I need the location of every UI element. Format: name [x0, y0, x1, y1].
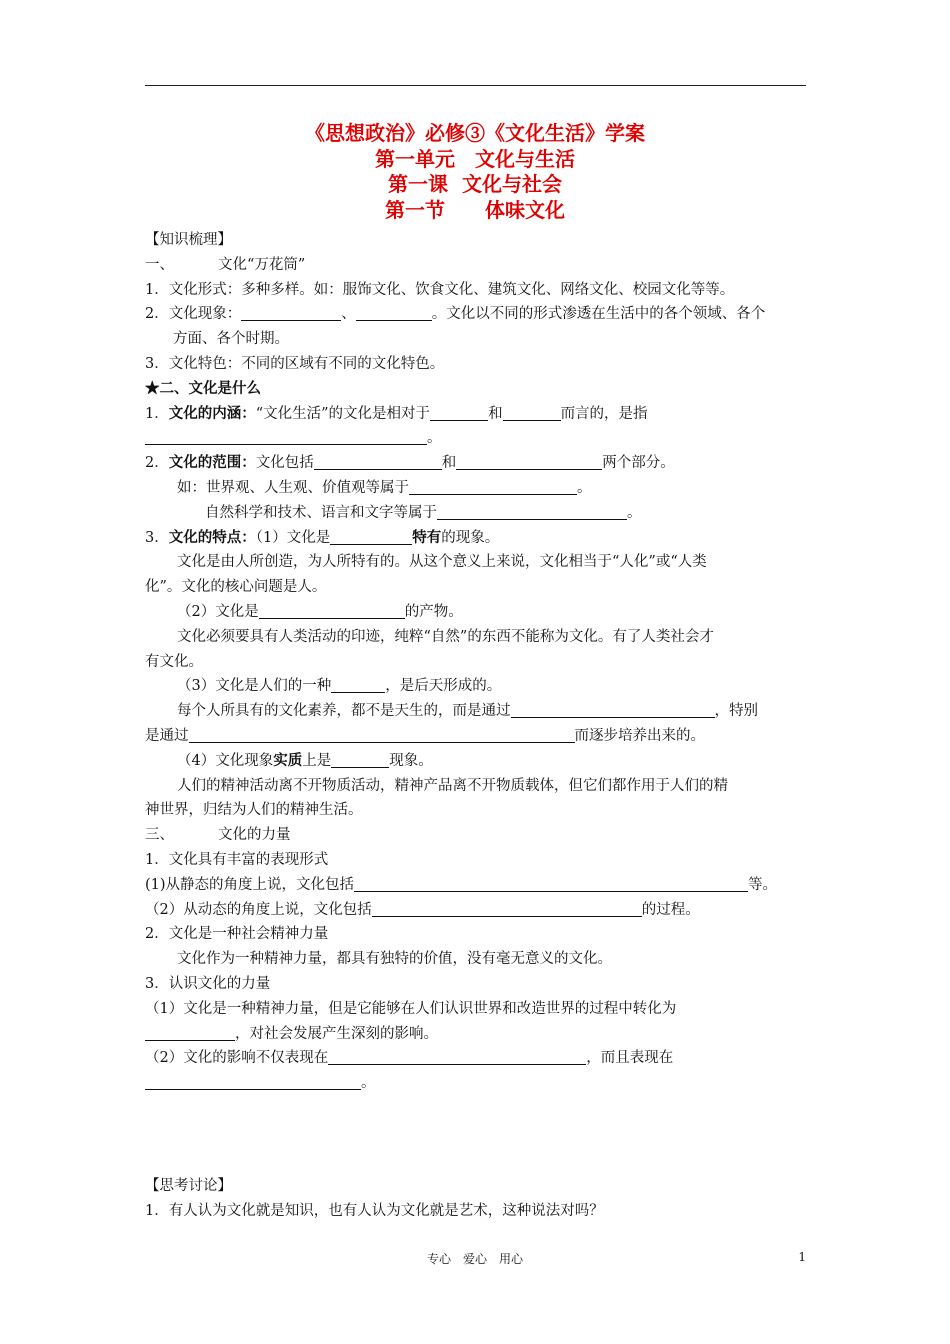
fill-blank[interactable] [430, 403, 488, 421]
part2-point3-4: （4）文化现象实质上是 现象。 [177, 751, 433, 769]
part3-sub1-1: (1)从静态的角度上说，文化包括 等。 [145, 873, 807, 898]
part3-sub1-2: （2）从动态的角度上说，文化包括 的过程。 [145, 898, 807, 923]
part3-sub1: 1．文化具有丰富的表现形式 [145, 851, 329, 868]
header-rule [145, 85, 806, 86]
fill-blank[interactable] [189, 725, 575, 743]
fill-blank[interactable] [503, 403, 561, 421]
part2-heading: ★二、文化是什么 [145, 379, 261, 397]
fill-blank[interactable] [409, 477, 577, 495]
part3-sub2-exp: 文化作为一种精神力量，都具有独特的价值，没有毫无意义的文化。 [177, 951, 612, 968]
part3-sub3-1-cont: ，对社会发展产生深刻的影响。 [145, 1022, 807, 1047]
part3-heading: 三、 文化的力量 [145, 827, 291, 844]
section-title: 第一节 体味文化 [385, 197, 565, 222]
fill-blank[interactable] [456, 452, 602, 470]
part2-point3-1-exp-cont: 化”。文化的核心问题是人。 [145, 579, 327, 596]
part2-point3-2-exp-cont: 有文化。 [145, 653, 203, 670]
fill-blank[interactable] [328, 1047, 586, 1065]
fill-blank[interactable] [145, 427, 427, 445]
part1-item3: 3．文化特色：不同的区域有不同的文化特色。 [145, 355, 445, 372]
fill-blank[interactable] [354, 874, 748, 892]
part2-point3-4-exp-cont: 神世界，归结为人们的精神生活。 [145, 802, 363, 819]
fill-blank[interactable] [145, 1023, 235, 1041]
worksheet-body [145, 228, 807, 1223]
part2-example1: 如：世界观、人生观、价值观等属于 。 [145, 476, 807, 501]
fill-blank[interactable] [314, 452, 442, 470]
discussion-question-1: 1．有人认为文化就是知识，也有人认为文化就是艺术，这种说法对吗？ [145, 1202, 604, 1219]
fill-blank[interactable] [356, 303, 432, 321]
part2-point3-1-exp: 文化是由人所创造，为人所特有的。从这个意义上来说，文化相当于“人化”或“人类 [177, 554, 707, 571]
fill-blank[interactable] [259, 601, 405, 619]
footer-motto: 专心 爱心 用心 [426, 1252, 523, 1266]
part2-point3: 3．文化的特点：（1）文化是 特有的现象。 [145, 528, 500, 546]
lesson-title: 第一课 文化与社会 [388, 172, 562, 196]
part2-point3-3: （3）文化是人们的一种 ，是后天形成的。 [145, 674, 807, 699]
part3-sub3-1: （1）文化是一种精神力量，但是它能够在人们认识世界和改造世界的过程中转化为 [145, 1000, 677, 1017]
part1-item2-cont: 方面、各个时期。 [173, 331, 289, 348]
part3-sub3-2: （2）文化的影响不仅表现在 ，而且表现在 [145, 1046, 807, 1071]
page-number: 1 [798, 1250, 806, 1264]
part2-point1-cont: 。 [145, 426, 807, 451]
unit-title: 第一单元 文化与生活 [375, 146, 575, 171]
part2-point2: 2．文化的范围：文化包括 和 两个部分。 [145, 454, 675, 472]
part3-sub2: 2．文化是一种社会精神力量 [145, 926, 329, 943]
part2-point1: 1．文化的内涵：“文化生活”的文化是相对于 和 而言的，是指 [145, 404, 648, 422]
discussion-heading: 【思考讨论】 [145, 1177, 232, 1194]
part3-sub3: 3．认识文化的力量 [145, 975, 271, 992]
part2-point3-3-exp: 每个人所具有的文化素养，都不是天生的，而是通过 ，特别 [145, 699, 807, 724]
fill-blank[interactable] [437, 502, 627, 520]
part2-point3-4-exp: 人们的精神活动离不开物质活动，精神产品离不开物质载体，但它们都作用于人们的精 [177, 777, 728, 794]
part2-point3-3-exp-cont: 是通过 而逐步培养出来的。 [145, 724, 807, 749]
part1-item1: 1．文化形式：多种多样。如：服饰文化、饮食文化、建筑文化、网络文化、校园文化等等。 [145, 281, 735, 298]
fill-blank[interactable] [331, 750, 389, 768]
part2-point3-2-exp: 文化必须要具有人类活动的印迹，纯粹“自然”的东西不能称为文化。有了人类社会才 [177, 628, 714, 645]
title-block [0, 121, 950, 223]
fill-blank[interactable] [331, 675, 385, 693]
document-title: 《思想政治》必修③《文化生活》学案 [305, 121, 645, 145]
fill-blank[interactable] [145, 1072, 361, 1090]
fill-blank[interactable] [372, 899, 642, 917]
fill-blank[interactable] [511, 700, 715, 718]
part2-point3-2: （2）文化是 的产物。 [145, 600, 807, 625]
fill-blank[interactable] [241, 303, 341, 321]
part1-heading: 一、 文化“万花筒” [145, 256, 306, 273]
part2-example2: 自然科学和技术、语言和文字等属于 。 [145, 501, 807, 526]
part1-item2: 2．文化现象： 、 。文化以不同的形式渗透在生活中的各个领域、各个 [145, 302, 807, 327]
part3-sub3-2-cont: 。 [145, 1071, 807, 1096]
fill-blank[interactable] [330, 527, 412, 545]
knowledge-heading: 【知识梳理】 [145, 232, 232, 248]
